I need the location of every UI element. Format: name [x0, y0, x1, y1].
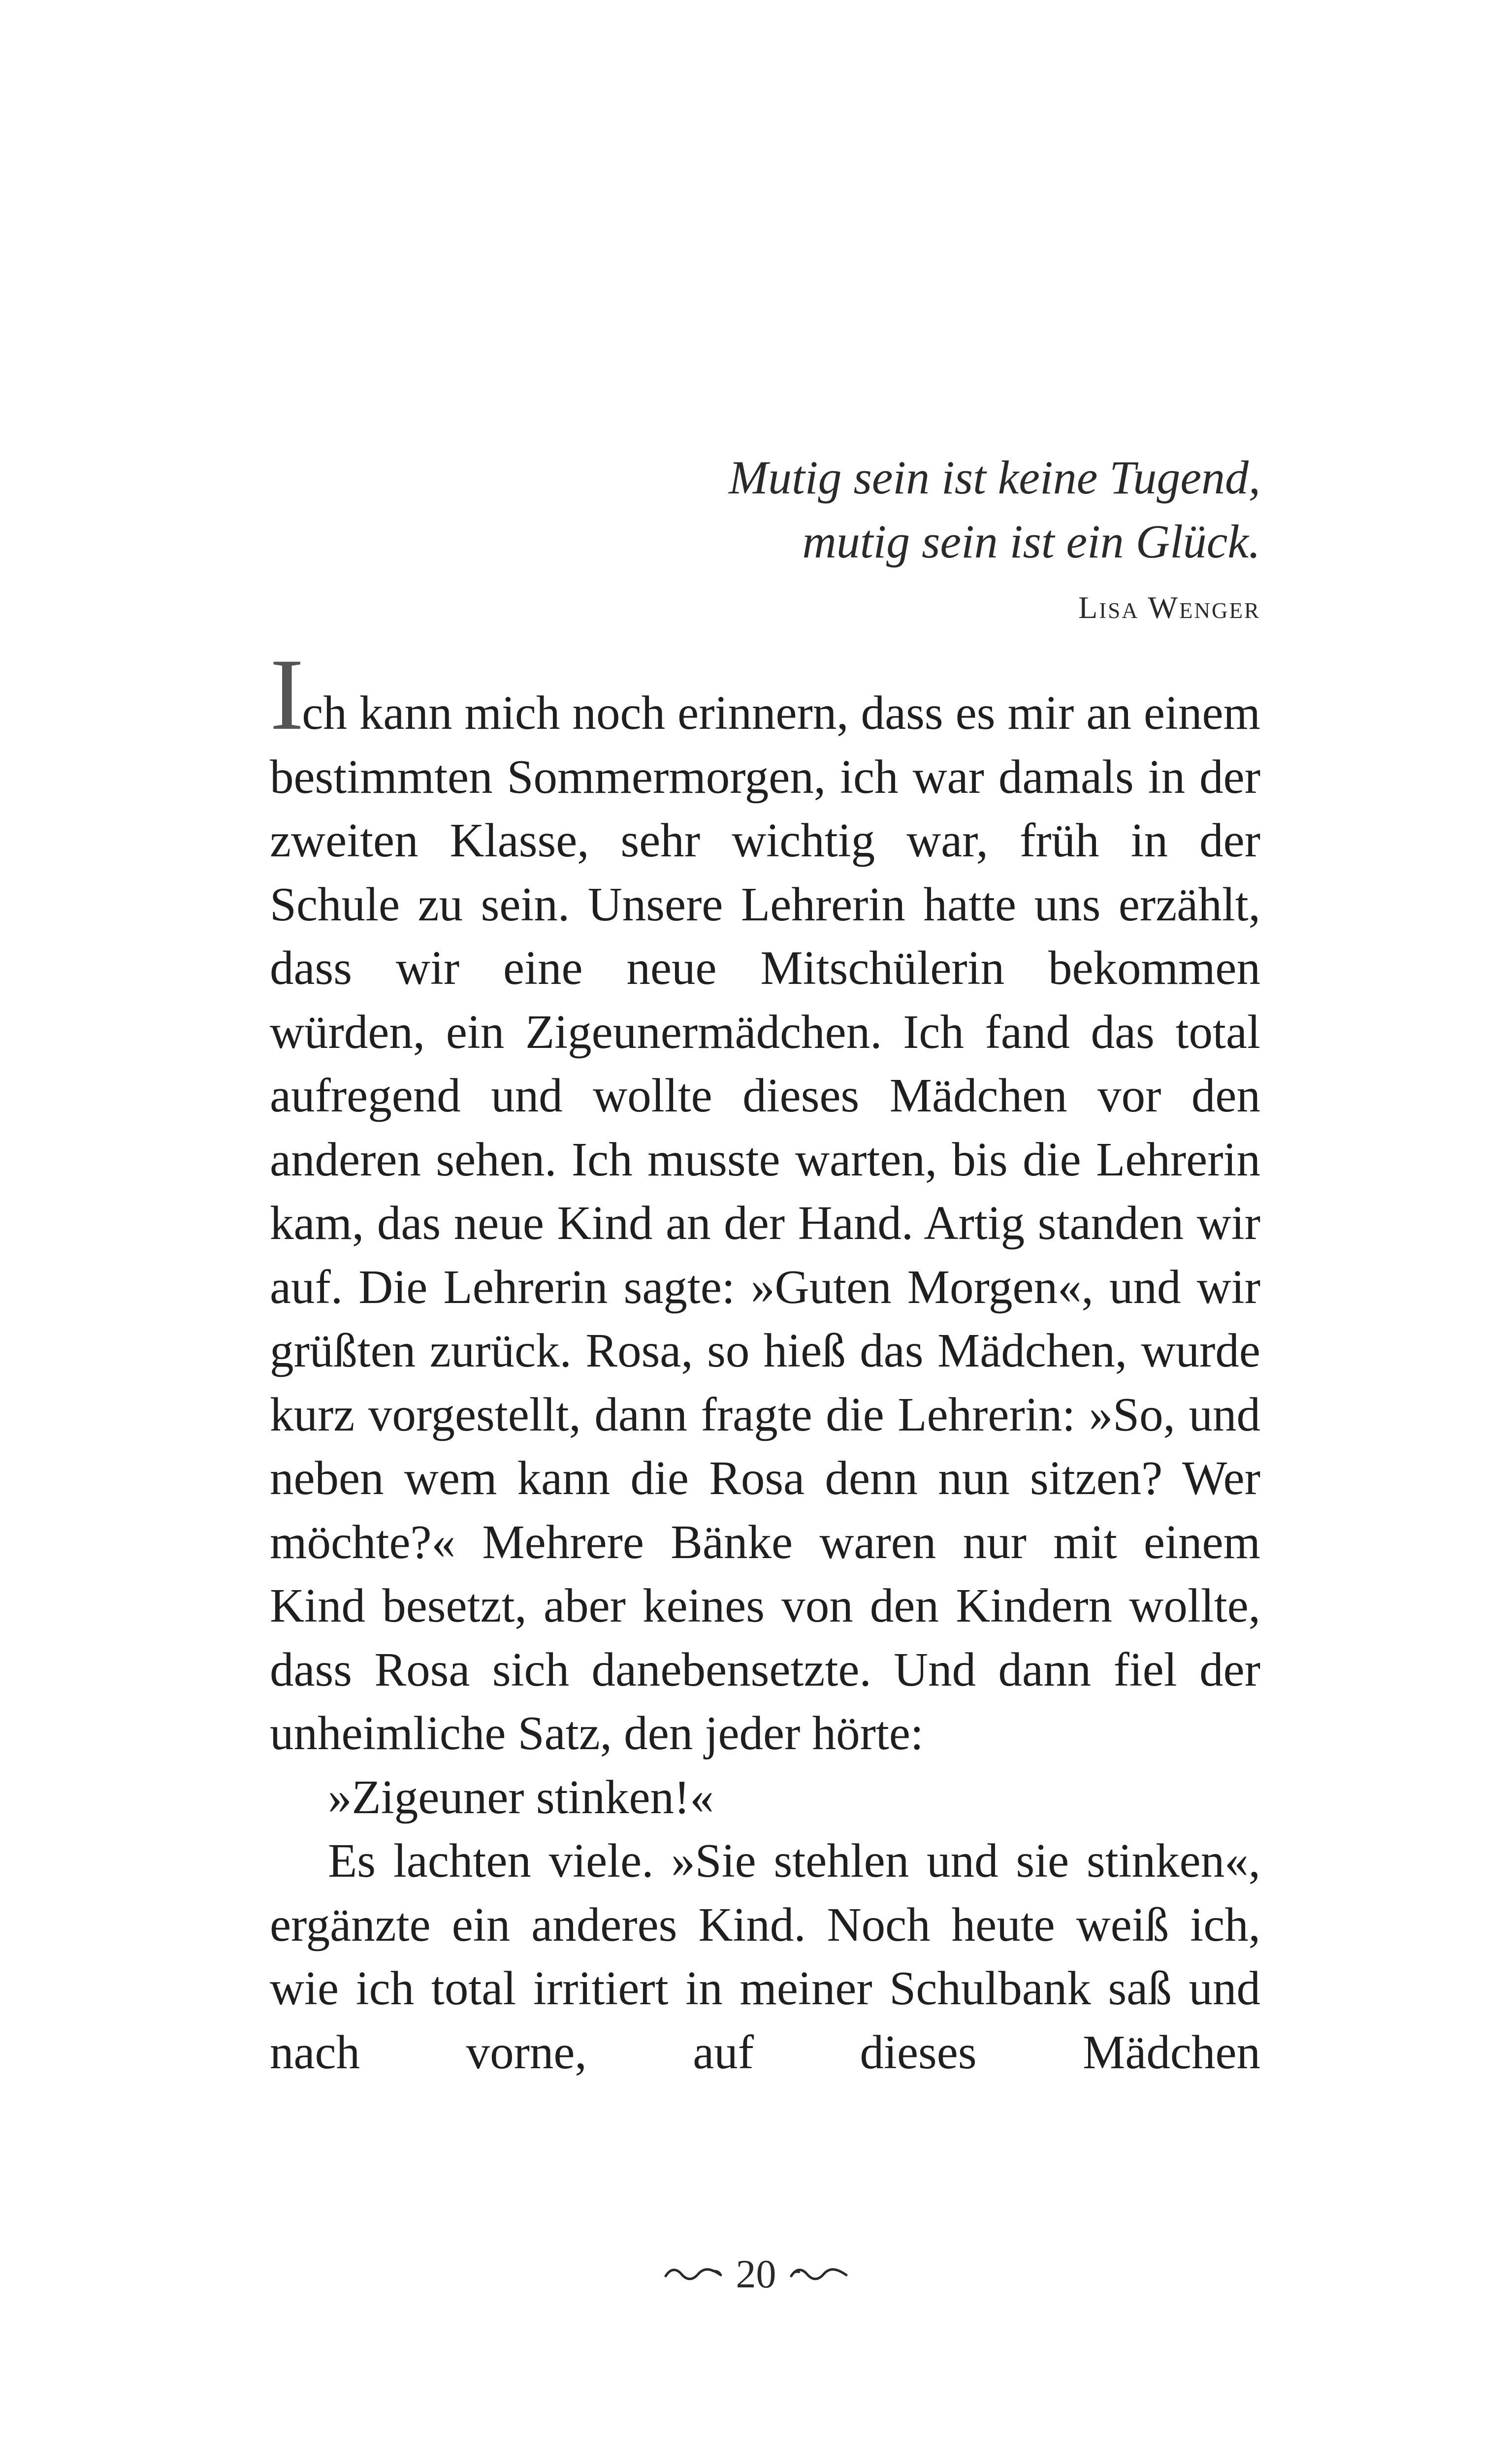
- swash-ornament-icon: [664, 2265, 723, 2283]
- paragraph-1-text: ch kann mich noch erinnern, dass es mir an einem bestimmten Sommermorgen, ich war damals in der zweiten Klasse, sehr wichtig war, früh in der Schule zu sein. Unsere Lehrerin hatte uns erzählt, dass wir eine neue Mitschülerin bekommen würden, ein Zigeunermädchen. Ich fand das total aufregend und wollte dieses Mädchen vor den anderen sehen. Ich musste warten, bis die Lehrerin kam, das neue Kind an der Hand. Artig standen wir auf. Die Lehrerin sagte: »Guten Morgen«, und wir grüßten zurück. Rosa, so hieß das Mädchen, wurde kurz vorgestellt, dann fragte die Lehrerin: »So, und neben wem kann die Rosa denn nun sitzen? Wer möchte?« Mehrere Bänke waren nur mit einem Kind besetzt, aber keines von den Kindern wollte, dass Rosa sich danebensetzte. Und dann fiel der unheimliche Satz, den jeder hörte:: [270, 686, 1260, 1759]
- page-footer: [0, 2246, 1512, 2299]
- epigraph-line-2: mutig sein ist ein Glück.: [802, 515, 1260, 568]
- paragraph-2: »Zigeuner stinken!«: [328, 1770, 714, 1824]
- page-number: 20: [736, 2251, 776, 2297]
- swash-ornament-icon: [789, 2265, 848, 2283]
- paragraph-3: Es lachten viele. »Sie stehlen und sie stinken«, ergänzte ein anderes Kind. Noch heute weiß ich, wie ich total irritiert in meiner Schulbank saß und nach vorne, auf dieses Mädchen: [270, 1834, 1260, 2079]
- paragraph-1: [270, 638, 1260, 1765]
- epigraph: [270, 446, 1260, 630]
- epigraph-author: Lisa Wenger: [1078, 590, 1260, 625]
- drop-cap: I: [270, 638, 302, 751]
- body-text-column: [270, 638, 1260, 2084]
- epigraph-line-1: Mutig sein ist keine Tugend,: [729, 451, 1260, 504]
